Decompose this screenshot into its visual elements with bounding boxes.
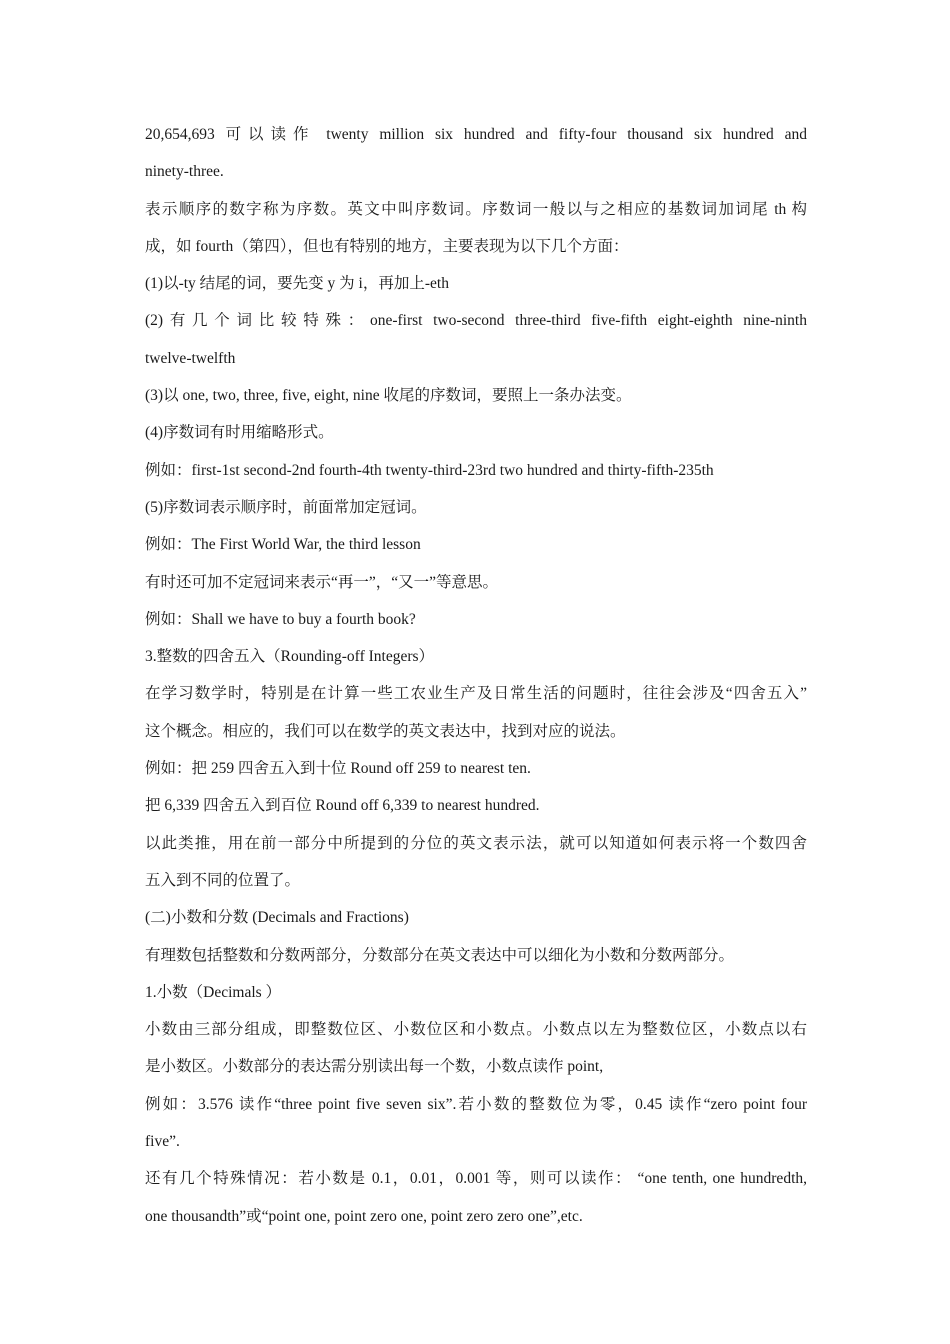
text-line: ninety-three.	[145, 163, 224, 181]
text-line: 还有几个特殊情况：若小数是 0.1，0.01，0.001 等，则可以读作： “one tenth, one hundredth,	[145, 1170, 807, 1188]
text-line: (4)序数词有时用缩略形式。	[145, 424, 334, 442]
text-line: 小数由三部分组成，即整数位区、小数位区和小数点。小数点以左为整数位区，小数点以右	[145, 1021, 807, 1039]
text-line: 把 6,339 四舍五入到百位 Round off 6,339 to nearest hundred.	[145, 797, 540, 815]
text-line: 表示顺序的数字称为序数。英文中叫序数词。序数词一般以与之相应的基数词加词尾 th 构	[145, 200, 807, 218]
text-line: 以此类推，用在前一部分中所提到的分位的英文表示法，就可以知道如何表示将一个数四舍	[145, 834, 807, 852]
text-line: (2)有几个词比较特殊：one-first two-second three-third five-fifth eight-eighth nine-ninth	[145, 312, 807, 330]
text-line: (1)以-ty 结尾的词，要先变 y 为 i，再加上-eth	[145, 275, 449, 293]
text-line: 例如：The First World War, the third lesson	[145, 536, 421, 554]
text-line: 有时还可加不定冠词来表示“再一”，“又一”等意思。	[145, 573, 499, 591]
text-line: five”.	[145, 1133, 180, 1151]
text-line: one thousandth”或“point one, point zero one, point zero zero one”,etc.	[145, 1207, 583, 1225]
text-line: (5)序数词表示顺序时，前面常加定冠词。	[145, 498, 427, 516]
section-heading: 1.小数（Decimals ）	[145, 983, 282, 1001]
text-line: 例如：把 259 四舍五入到十位 Round off 259 to nearest ten.	[145, 760, 531, 778]
text-line: twelve-twelfth	[145, 349, 236, 367]
text-line: 五入到不同的位置了。	[145, 871, 301, 889]
text-line: 例如：first-1st second-2nd fourth-4th twenty-third-23rd two hundred and thirty-fifth-235th	[145, 461, 714, 479]
text-line: 这个概念。相应的，我们可以在数学的英文表达中，找到对应的说法。	[145, 722, 626, 740]
text-line: 有理数包括整数和分数两部分，分数部分在英文表达中可以细化为小数和分数两部分。	[145, 946, 735, 964]
text-line: 成，如 fourth（第四），但也有特别的地方，主要表现为以下几个方面：	[145, 237, 629, 255]
section-heading: (二)小数和分数 (Decimals and Fractions)	[145, 909, 409, 927]
text-line: 例如：3.576 读作“three point five seven six”.若小数的整数位为零，0.45 读作“zero point four	[145, 1095, 807, 1113]
text-line: 是小数区。小数部分的表达需分别读出每一个数，小数点读作 point,	[145, 1058, 604, 1076]
text-line: 在学习数学时，特别是在计算一些工农业生产及日常生活的问题时，往往会涉及“四舍五入”	[145, 685, 807, 703]
document-body	[145, 116, 807, 1235]
text-line: 20,654,693 可以读作 twenty million six hundred and fifty-four thousand six hundred and	[145, 126, 807, 143]
text-line: 例如：Shall we have to buy a fourth book?	[145, 610, 416, 628]
section-heading: 3.整数的四舍五入（Rounding-off Integers）	[145, 648, 435, 666]
text-line: (3)以 one, two, three, five, eight, nine 收尾的序数词，要照上一条办法变。	[145, 387, 632, 405]
